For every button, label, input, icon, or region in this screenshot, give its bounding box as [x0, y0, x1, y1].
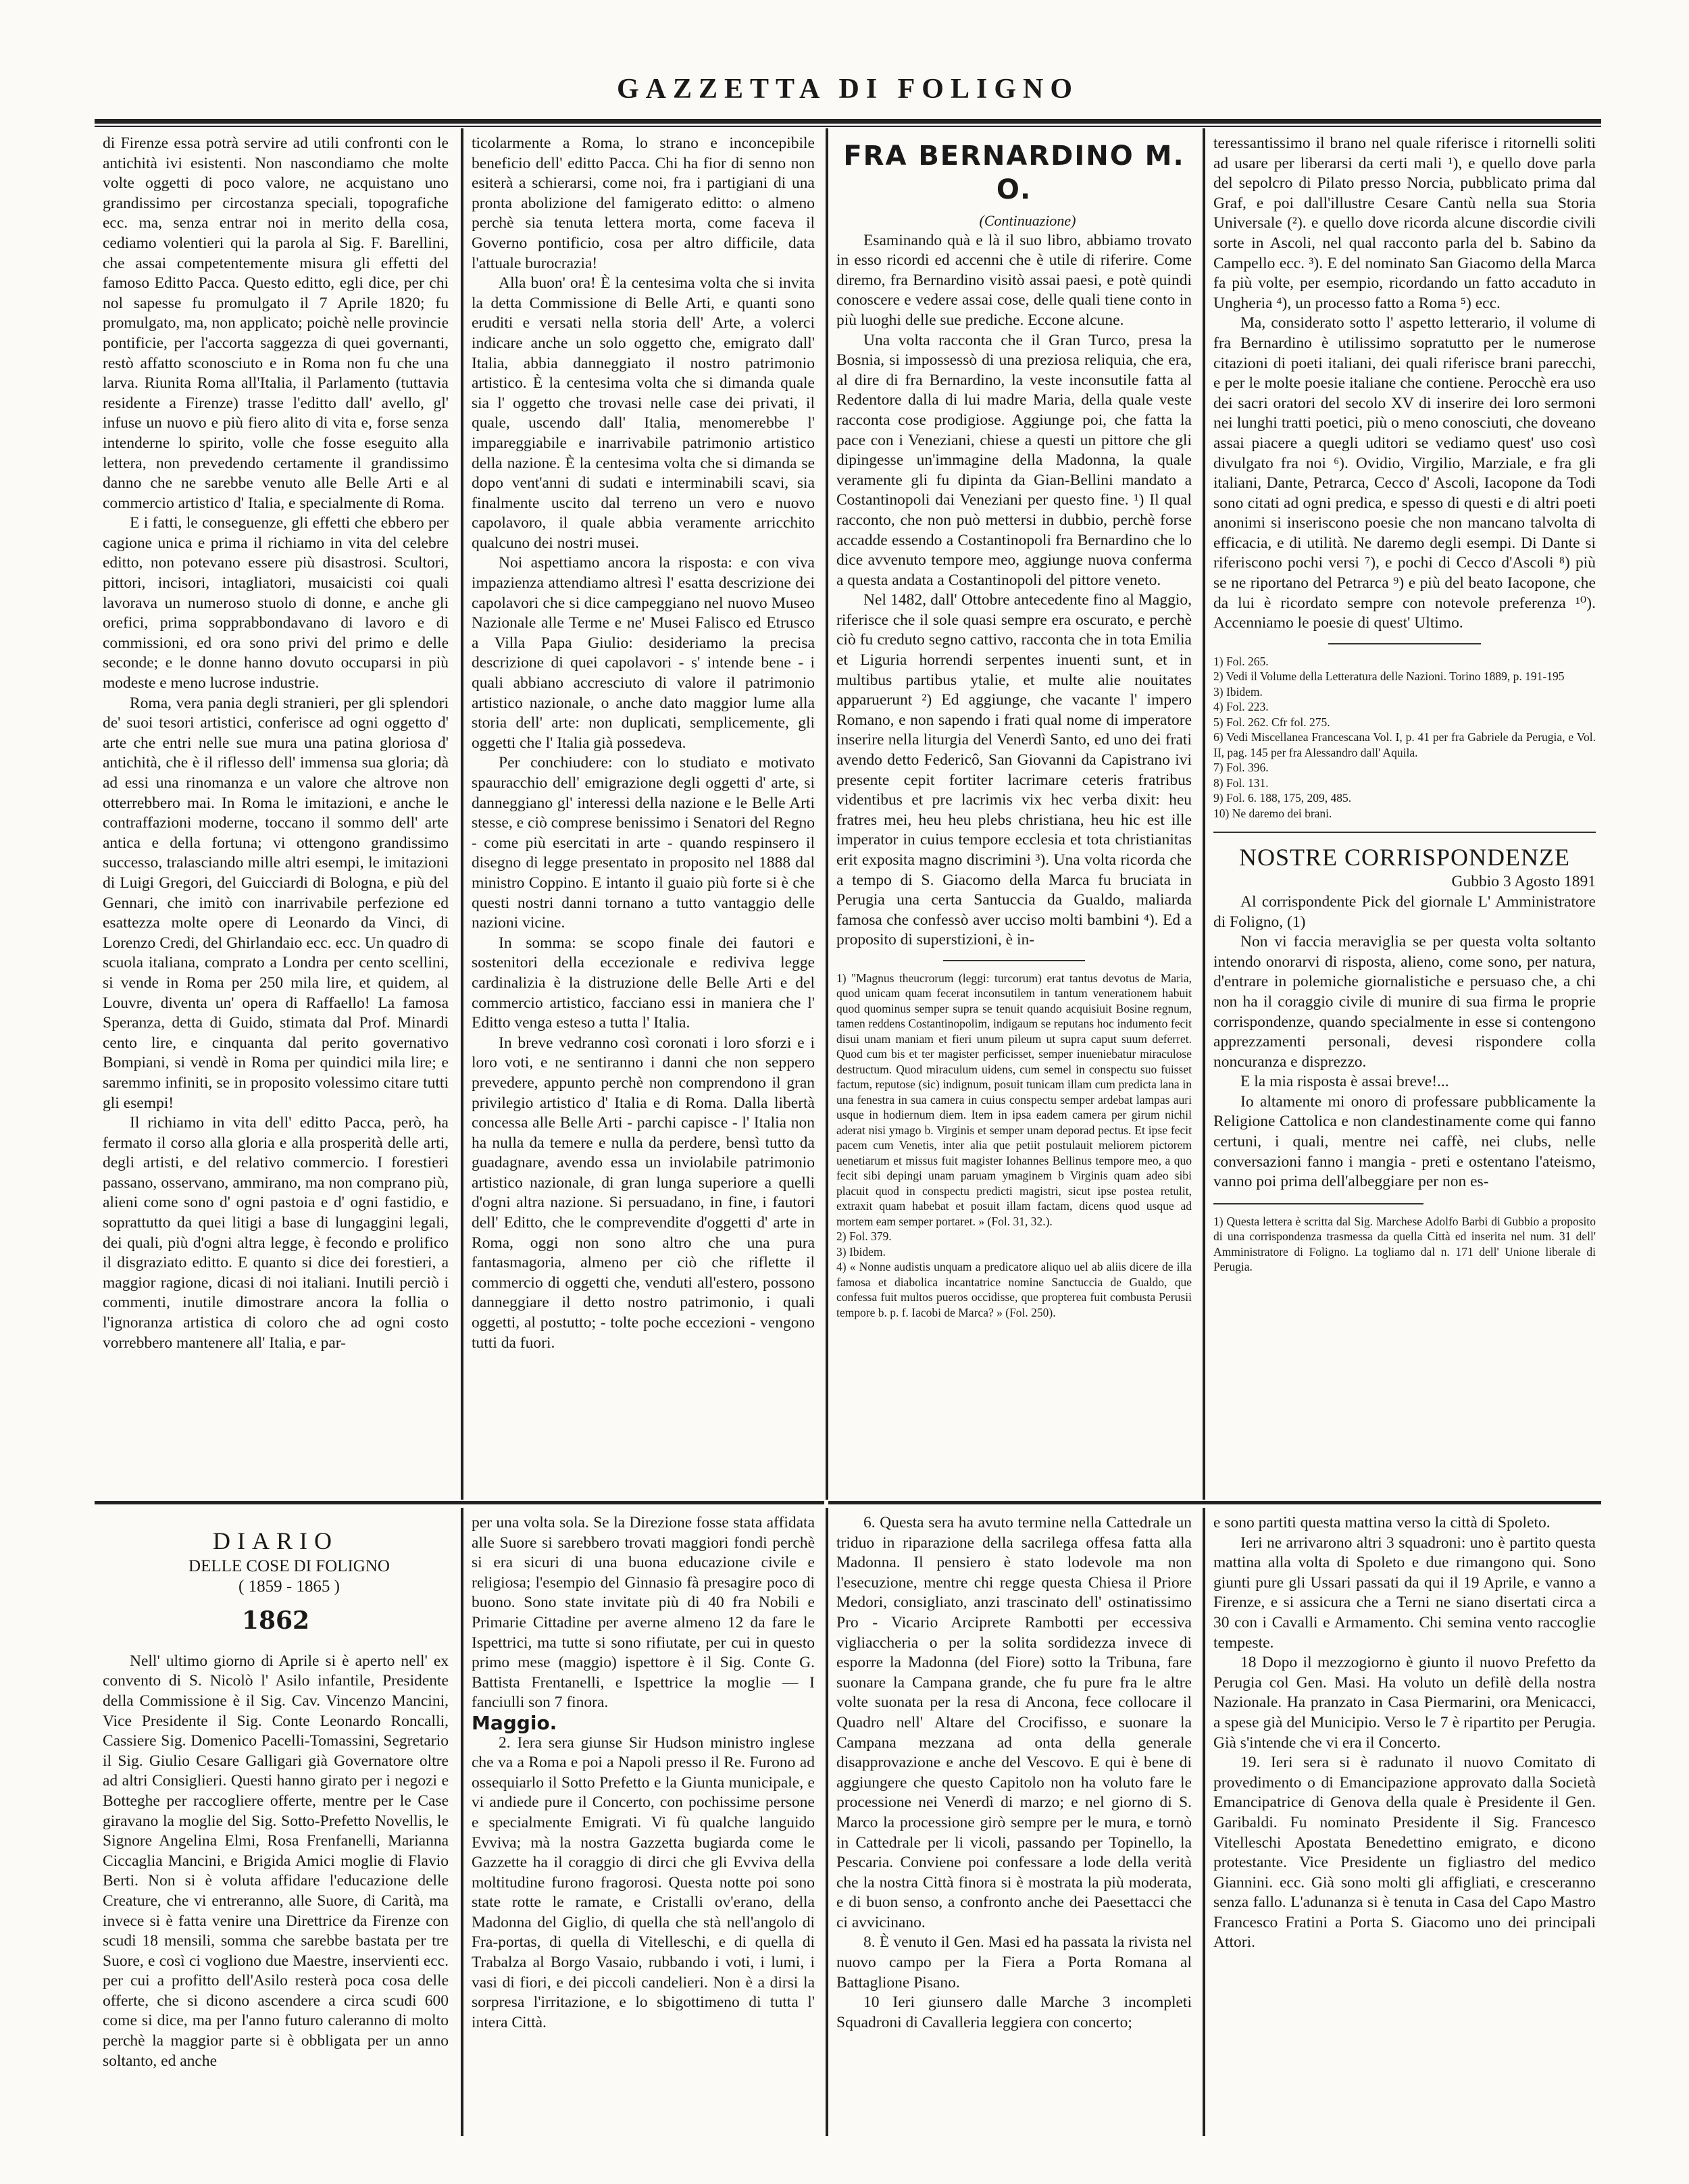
paragraph: Nell' ultimo giorno di Aprile si è aperto nell' ex convento di S. Nicolò l' Asilo infantile, Presidente della Commissione è il Sig. Cav. Vincenzo Mancini, Vice Presidente il Sig. Conte Leonardo Roncalli, Cassiere Sig. Domenico Pacelli-Tomassini, Segretario il Sig. Giulio Cesare Galligari già Governatore oltre ad altri Consiglieri. Questi hanno girato per i negozi e Botteghe per raccogliere offerte, mentre per le Case giravano la moglie del Sig. Sotto-Prefetto Novellis, le Signore Angelina Elmi, Rosa Frenfanelli, Marianna Ciccaglia Mancini, e Brigida Amici moglie di Flavio Berti. Non si è voluta affidare l'educazione delle Creature, che vi entreranno, alle Suore, di Carità, ma invece si è fatta venire una Direttrice da Firenze con scudi 18 mensili, somma che sarebbe bastata per tre Suore, e così ci vogliono due Maestre, inservienti ecc. per cui a profitto dell'Asilo resterà poca cosa delle offerte, che si dicono ascendere a circa scudi 600 come si dice, ma per l'anno futuro caleranno di molto perchè la maggior parte si è obbligata per un anno soltanto, ed anche: [103, 1652, 449, 2070]
footnote: 1) "Magnus theucrorum (leggi: turcorum) erat tantus devotus de Maria, quod unicam quam fecerat inconsutilem in tantum venerationem habuit quod quominus semper supra se tenuit quando acquisiuit Bosine regnum, tamen reddens Costantinopolim, indigaum se reputans hoc indumento fecit disui unam maniam et fieri unum pileum ut supra caput suum deferret. Quod cum bis et ter magister perficisset, semper inueniebatur miraculose destructum. Quod miraculum uidens, cum semel in conspectu suo fuisset factum, reputose (sic) indignum, posuit tunicam illam cum predicta lana in una fenestra in sua camera in cuius conspectu semper ardebat lampas auri usque in hodiernum diem. Item in ipsa eadem camera per girum nichil aderat nisi ymago b. Virginis et semper unam deporad pectus. Et ipse fecit pacem cum Venetis, inter alia que petiit postulauit meliorem pictorem uenetiarum et missus fuit magister Iohannes Bellinus tempore meo, a quo fecit sibi depingi unam paruam ymaginem b Virginis quam adeo sibi placuit quod in conspectu predicti magistri, sicut ipse postea retulit, extraxit quam habebat et posuit illam factam, dicens quod usque ad mortem eam semper portaret. » (Fol. 31, 32.).: [836, 971, 1192, 1228]
column-divider: [826, 1508, 828, 2136]
column-divider: [1203, 128, 1205, 1500]
footnote: 9) Fol. 6. 188, 175, 209, 485.: [1213, 791, 1352, 805]
footnote: 4) Fol. 223.: [1213, 700, 1269, 714]
masthead-rule-thin: [95, 126, 1601, 127]
paragraph: Una volta racconta che il Gran Turco, presa la Bosnia, si impossessò di una preziosa reliquia, che era, al dire di fra Bernardino, la veste inconsutile fatta al Redentore dalla di lui madre Maria, della quale veste racconta cose prodigiose. Aggiunge poi, che fatta la pace con i Veneziani, chiese a questi un pittore che gli dipingesse un'immagine della Madonna, la quale veramente gli fu dipinta da Gian-Bellini mandato a Costantinopoli dai Veneziani per questo fine. ¹) Il qual racconto, che non può mettersi in dubbio, perchè forse accadde essendo a Costantinopoli fra Bernardino che lo dice avvenuto tempore meo, aggiunge nuova conferma a questa andata a Costantinopoli del pittore veneto.: [836, 331, 1192, 589]
section-divider: [95, 1501, 824, 1504]
paragraph: Noi aspettiamo ancora la risposta: e con viva impazienza attendiamo altresì l' esatta descrizione dei capolavori che si dice campeggiano nel nuovo Museo Nazionale alle Terme e ne' Musei Falisco ed Etrusco a Villa Papa Giulio: desideriamo la precisa descrizione di quei capolavori - s' intende bene - i quali abbiano accresciuto di valore il patrimonio artistico nazionale, o anche dato maggior lume alla storia dell' arte: non duplicati, semplicemente, gli oggetti che l' Italia già possedeva.: [472, 554, 815, 752]
paragraph: Al corrispondente Pick del giornale L' Amministratore di Foligno, (1): [1213, 892, 1596, 931]
notes-separator: [943, 960, 1085, 961]
article-subtitle: (Continuazione): [979, 212, 1076, 229]
paragraph: 2. Iera sera giunse Sir Hudson ministro inglese che va a Roma e poi a Napoli presso il Re. Furono ad ossequiarlo il Sotto Prefetto e la Giunta municipale, e vi andiede pure il Concerto, con pochissime persone e specialmente Emigrati. Vi fù qualche languido Evviva; mà la nostra Gazzetta bugiarda come le Gazzette ha il coraggio di dirci che gli Evviva della moltitudine furono fragorosi. Questa notte poi sono state rotte le ramate, e Cristalli ov'erano, della Madonna del Giglio, di quella che stà nell'angolo di Fra-portas, di quella di Vitelleschi, e di quella di Trabalza al Borgo Vasaio, rubbando i voti, i lumi, i vasi di fiori, e dei piccoli candelieri. Non è a dirsi la sorpresa l'irritazione, e lo sbigottimeno di tutta l' intera Città.: [472, 1733, 815, 2031]
article-title: FRA BERNARDINO M. O.: [843, 141, 1185, 205]
paragraph: 18 Dopo il mezzogiorno è giunto il nuovo Prefetto da Perugia col Gen. Masi. Ha voluto un defilè della nostra Nazionale. Ha pranzato in Casa Piermarini, ora Menicacci, a spese già del Municipio. Verso le 7 è ripartito per Perugia. Già s'intende che vi era il Concerto.: [1213, 1654, 1596, 1752]
diario-years: ( 1859 - 1865 ): [238, 1577, 340, 1596]
paragraph: per una volta sola. Se la Direzione fosse stata affidata alle Suore si sarebbero trovati maggiori fondi perchè si era sicuri di una buona educazione civile e religiosa; l'esempio del Ginnasio fà presagire poco di buono. Sono state invitate più di 40 fra Nobili e Primarie Cittadine per averne almeno 12 da fare le Ispettrici, ma tutte si sono rifiutate, per cui in questo primo mese (maggio) ispettore è il Sig. Conte G. Battista Frentanelli, e Ispettrice la moglie — I fanciulli son 7 finora.: [472, 1514, 815, 1712]
footnote: 7) Fol. 396.: [1213, 761, 1269, 775]
diario-subheading: DELLE COSE DI FOLIGNO: [188, 1557, 390, 1575]
footnote: 2) Vedi il Volume della Letteratura delle Nazioni. Torino 1889, p. 191-195: [1213, 669, 1565, 684]
section-divider: [828, 1501, 1601, 1504]
paragraph: E i fatti, le conseguenze, gli effetti che ebbero per cagione unica e prima il richiamo in vita del celebre editto, non potevano essere più disastrosi. Scultori, pittori, incisori, intagliatori, musaicisti coi quali lavorava un numeroso stuolo di donne, e anche gli orefici, prima sopprabbondavano di lavoro e di commissioni, ed ora sono privi del primo e delle seconde; e le donne hanno dovuto occuparsi in più modeste e meno lucrose industrie.: [103, 514, 449, 692]
paragraph: Alla buon' ora! È la centesima volta che si invita la detta Commissione di Belle Arti, e quanti sono eruditi e versati nella storia dell' Arte, a volerci indicare anche un solo oggetto che, emigrato dall' Italia, abbia danneggiato il nostro patrimonio artistico. È la centesima volta che si dimanda quale sia l' oggetto che trovasi nelle case dei privati, il quale, uscendo dall' Italia, menomerebbe l' impareggiabile e inarrivabile patrimonio artistico della nazione. È la centesima volta che si dimanda se dopo vent'anni di sudati e interminabili scavi, sia finalmente uscito dal terreno un vero e nuovo capolavoro, il quale abbia veramente arricchito qualcuno dei nostri musei.: [472, 274, 815, 552]
paragraph: Per conchiudere: con lo studiato e motivato spauracchio dell' emigrazione degli oggetti d' arte, si danneggiano gl' interessi della nazione e le Belle Arti stesse, e ciò comprese benissimo i Senatori del Regno - come più esercitati in arte - quando respinsero il disegno di legge presentato in proposito nel 1888 dal ministro Coppino. E intanto il guaio più forte si è che questi nostri danni tornano a tutto vantaggio delle nazioni vicine.: [472, 754, 815, 932]
paragraph: 8. È venuto il Gen. Masi ed ha passata la rivista nel nuovo campo per la Fiera a Porta Romana al Battaglione Pisano.: [836, 1933, 1192, 1991]
footnote: 6) Vedi Miscellanea Francescana Vol. I, p. 41 per fra Gabriele da Perugia, e Vol. II, pag. 145 per fra Alessandro dall' Aquila.: [1213, 730, 1596, 759]
diario-col3: [836, 1513, 1192, 2135]
paragraph: 19. Ieri sera si è radunato il nuovo Comitato di provedimento o di Emancipazione approvato dalla Società Emancipatrice di Genova della quale è Presidente il Gen. Garibaldi. Fu nominato Presidente il Sig. Francesco Vitelleschi Apostata Benedettino emigrato, e dicono protestante. Vice Presidente un figliastro del medico Giannini. ecc. Già sono molti gli affigliati, e cresceranno senza fallo. L'adunanza si è tenuta in Casa del Capo Mastro Francesco Fratini a Porta S. Giacomo uno dei principali Attori.: [1213, 1754, 1596, 1952]
article-fra-bernardino-col4: [1213, 134, 1596, 1495]
section-title-corrispondenze: NOSTRE CORRISPONDENZE: [1238, 844, 1571, 871]
column-divider: [461, 1508, 463, 2136]
footnotes: [1213, 654, 1596, 821]
column-divider: [826, 128, 828, 1500]
diario-col2: [472, 1513, 815, 2135]
footnote: 3) Ibidem.: [836, 1244, 886, 1259]
footnotes: [836, 971, 1192, 1321]
paragraph: di Firenze essa potrà servire ad utili confronti con le antichità ivi esistenti. Non nascondiamo che molte volte oggetti di poco valore, ne acquistano uno grandissimo per circostanza speciali, topografiche ecc. ma, senza entrar noi in merito della cosa, cediamo volentieri qui la parola al Sig. F. Barellini, che assai competentemente misura gli effetti del famoso Editto Pacca. Questo editto, egli dice, per chi nol sapesse fu promulgato il 7 Aprile 1820; fu promulgato, ma, non applicato; poichè nelle provincie pontificie, per l'accorta saggezza di quei governanti, restò affatto sconosciuto e in Roma non fu che una larva. Riunita Roma all'Italia, il Parlamento (tuttavia residente a Firenze) trasse l'editto dall' avello, gl' infuse un nuovo e più fiero alito di vita e, forse senza intenderne lo spirito, volle che fosse eseguito alla lettera, non prevedendo certamente il grandissimo danno che ne sarebbe venuto alle Belle Arti e al commercio artistico d' Italia, e specialmente di Roma.: [103, 134, 449, 512]
footnote: 2) Fol. 379.: [836, 1229, 892, 1244]
paragraph: E la mia risposta è assai breve!...: [1240, 1073, 1449, 1091]
footnote: 5) Fol. 262. Cfr fol. 275.: [1213, 715, 1330, 729]
paragraph: 6. Questa sera ha avuto termine nella Cattedrale un triduo in riparazione della sacrilega offesa fatta alla Madonna. Il pensiero è stato lodevole ma non l'esecuzione, mentre chi regge questa Chiesa il Priore Medori, consigliato, anzi trascinato dell' ostinatissimo Pro - Vicario Arciprete Rambotti per eccessiva vigliaccheria o per la solita sordidezza invece di esporre la Madonna (del Fiore) sotto la Tribuna, fare suonare la Campana grande, che fu pure fra le altre volte suonata per la resa di Ancona, fece collocare il Quadro nell' Altare del Crocifisso, e suonare la Campana mezzana ad onta della generale disapprovazione e anche del Vescovo. E qui è bene di aggiungere che questo Capitolo non ha voluto fare le processione nei Venerdì di marzo; e nel giorno di S. Marco la processione girò sempre per le mura, e tornò in Cattedrale per li vicoli, passando per Topinello, la Pescaria. Conviene poi confessare a lode della verità che la nostra Città finora si è mostrata la più moderata, e di buon senso, a confronto anche dei Paesettacci che ci avvicinano.: [836, 1514, 1192, 1931]
section-separator: [1213, 832, 1596, 833]
notes-separator: [1328, 643, 1481, 644]
month-heading: Maggio.: [472, 1711, 557, 1734]
paragraph: Il richiamo in vita dell' editto Pacca, però, ha fermato il corso alla gloria e alla prosperità delle arti, degli artisti, e del relativo commercio. I forestieri passano, osservano, ammirano, ma non comprano più, alieni come sono d' ogni pastoia e d' ogni fastidio, e soprattutto da quei litigi a base di lungaggini legali, dei quali, più d'ogni altra legge, è fecondo e prolifico il disgraziato editto. E quanto si dice dei forestieri, a maggior ragione, dicasi di noi italiani. Inutili perciò i commenti, inutile dimostrare ancora la follia o l'ignoranza artistica di coloro che ad ogni costo vorrebbero mantenere all' Italia, e par-: [103, 1114, 449, 1352]
article-fra-bernardino-col3: [836, 134, 1192, 1495]
footnote: 1) Fol. 265.: [1213, 654, 1269, 668]
article-editto-pacca-col1: [103, 134, 449, 1495]
paragraph: Roma, vera pania degli stranieri, per gli splendori de' suoi tesori artistici, conferisce ad ogni oggetto d' arte che entri nelle sue mura una patina gloriosa d' antichità, che è il riflesso dell' immensa sua gloria; dà ad essi una rinomanza e un valore che altrove non otterrebbero mai. In Roma le imitazioni, e anche le contraffazioni moderne, toccano il sommo dell' arte antica e della fortuna; vi ottengono grandissimo successo, tralasciando mille altri esempi, le imitazioni di Luigi Gregori, del Guicciardi di Bologna, e più del Gennari, che imitò con inarrivabile perfezione ed esattezza molte opere di Leonardo da Vinci, di Lorenzo Credi, del Ghirlandaio ecc. ecc. Un quadro di scuola italiana, comprato a Londra per cento scellini, si vende in Roma per 250 mila lire, et quidem, al Louvre, diventa un' opera di Raffaello! La famosa Speranza, detta di Guido, stimata dal Prof. Minardi cento lire, e cinquanta dal perito governativo Bompiani, si vendè in Roma per quindici mila lire; e saremmo infiniti, se in proposito volessimo citare tutti gli esempi!: [103, 694, 449, 1112]
paragraph: teressantissimo il brano nel quale riferisce i ritornelli soliti ad usare per liberarsi da certi mali ¹), e quello dove parla del sepolcro di Pilato presso Norcia, pubblicato prima dal Graf, e poi dall'illustre Cesare Cantù nella sua Storia Universale (²). e quello dove ricorda alcune discordie civili sorte in Ascoli, nel qual racconto parla del b. Sabino da Campello ecc. ³). E del nominato San Giacomo della Marca fa più volte, per esempio, ricordando un fatto accaduto in Ungheria ⁴), un processo fatto a Roma ⁵) ecc.: [1213, 134, 1596, 312]
footnote: 3) Ibidem.: [1213, 684, 1263, 699]
footnote: 8) Fol. 131.: [1213, 776, 1269, 790]
footnotes: [1213, 1214, 1596, 1275]
paragraph: In breve vedranno così coronati i loro sforzi e i loro voti, e ne sentiranno i danni che non seppero prevedere, appunto perchè non comprendono il gran privilegio artistico d' Italia e di Roma. Dalla libertà concessa alle Belle Arti - parchi capisce - l' Italia non ha nulla da temere e nulla da perdere, bensì tutto da guadagnare, avendo essa un inviolabile patrimonio artistico nazionale, di gran lunga superiore a quelli d'ogni altra nazione. Si persuadano, in fine, i fautori dell' Editto, che le comprevendite d'oggetti d' arte in Roma, oggi non sono altro che una pura fantasmagoria, almeno per ciò che riflette il commercio di oggetti che, venduti all'estero, possono danneggiare il detto nostro patrimonio, i quali oggetti, al postutto; - tolte poche eccezioni - vengono tutti da fuori.: [472, 1034, 815, 1352]
article-editto-pacca-col2: [472, 134, 815, 1495]
paragraph: e sono partiti questa mattina verso la città di Spoleto.: [1213, 1514, 1551, 1531]
paragraph: Esaminando quà e là il suo libro, abbiamo trovato in esso ricordi ed accenni che è utile di riferire. Come diremo, fra Bernardino visitò assai paesi, e potè quindi conoscere e vedere assai cose, delle quali tiene conto in più luoghi delle sue prediche. Eccone alcune.: [836, 231, 1192, 329]
paragraph: Non vi faccia meraviglia se per questa volta soltanto intendo onorarvi di risposta, alieno, come sono, per natura, d'entrare in polemiche giornalistiche e persuaso che, a chi non ha il coraggio civile di munire di sua firma le proprie corrispondenze, quando specialmente in esse si contengono apprezzamenti personali, devesi rispondere colla noncuranza e disprezzo.: [1213, 933, 1596, 1071]
column-divider: [1203, 1508, 1205, 2136]
paragraph: 10 Ieri giunsero dalle Marche 3 incompleti Squadroni di Cavalleria leggiera con concerto;: [836, 1993, 1192, 2031]
dateline: Gubbio 3 Agosto 1891: [1451, 873, 1596, 891]
diario-year: 1862: [241, 1606, 310, 1635]
paragraph: ticolarmente a Roma, lo strano e inconcepibile beneficio dell' editto Pacca. Chi ha fior di senno non esiterà a schierarsi, come noi, fra i partigiani di una pronta abolizione del famigerato editto: o almeno perchè sia tenuta lettera morta, come faceva il Governo pontificio, cosa per altro difficile, data l'attuale burocrazia!: [472, 134, 815, 272]
notes-separator: [1213, 1203, 1423, 1204]
footnote: 4) « Nonne audistis unquam a predicatore aliquo uel ab aliis dicere de illa famosa et diabolica incantatrice nomine Sanctuccia de Gualdo, que confessa fuit multos pueros occidisse, que propterea fuit combusta Perusii tempore b. p. f. Iacobi de Marca? » (Fol. 250).: [836, 1260, 1192, 1319]
diario-col1: [103, 1513, 449, 2135]
diario-heading: DIARIO: [213, 1527, 338, 1554]
column-divider: [461, 128, 463, 1500]
paragraph: Io altamente mi onoro di professare pubblicamente la Religione Cattolica e non clandestinamente come qui fanno certuni, i quali, mentre nei caffè, nei clubs, nelle conversazioni fanno i mangia - preti e ostentano l'ateismo, vanno poi prima dell'albeggiare per non es-: [1213, 1092, 1596, 1191]
paragraph: Ma, considerato sotto l' aspetto letterario, il volume di fra Bernardino è utilissimo sopratutto per le numerose citazioni di poeti italiani, dei quali riferisce brani parecchi, e per le molte poesie italiane che contiene. Perocchè era uso dei sacri oratori del secolo XV di inserire dei loro sermoni nei lunghi tratti poetici, più o meno conosciuti, che doveano assai piacere a quegli uditori se vediamo quest' uso così divulgato fra noi ⁶). Ovidio, Virgilio, Marziale, e fra gli italiani, Dante, Petrarca, Cecco d' Ascoli, Iacopone da Todi sono citati ad ogni predica, e spesso di questi e di altri poeti anonimi si inseriscono poesie che non mancano talvolta di efficacia, e di utilità. Ne daremo degli esempi. Di Dante si riferiscono pochi versi ⁷), e pochi di Cecco d'Ascoli ⁸) più se ne riportano del Petrarca ⁹) e più del beato Iacopone, che da lui è ricordato sempre con notevole preferenza ¹⁰). Accenniamo le poesie di quest' Ultimo.: [1213, 314, 1596, 632]
footnote: 10) Ne daremo dei brani.: [1213, 806, 1332, 820]
footnote: 1) Questa lettera è scritta dal Sig. Marchese Adolfo Barbi di Gubbio a proposito di una corrispondenza trasmessa da quella Città ed inserita nel num. 31 dell' Amministratore di Foligno. La togliamo dal n. 171 dell' Unione liberale di Perugia.: [1213, 1214, 1596, 1274]
paragraph: Nel 1482, dall' Ottobre antecedente fino al Maggio, riferisce che il sole quasi sempre era oscurato, e perchè ciò fu creduto segno cattivo, racconta che in tota Emilia et Liguria horrendi serpentes inuenti sunt, et in multibus partibus ytalie, et multe alie nouitates apparuerunt ²) Ed aggiunge, che vacante l' impero Romano, e non sapendo i frati qual nome di imperatore inserire nella liturgia del Venerdì Santo, ed uno dei frati avendo detto Federicô, San Giovanni da Capistrano ivi presente cepit fortiter lacrimare ceteris fratribus videntibus et pre lacrimis vix hec verba dixit: heu fratres mei, heu heu plebs christiana, heu hic est ille imperator in cuius tempore ecclesia et tota christianitas erit exposita magno discrimini ³). Una volta ricorda che a tempo di S. Giacomo della Marca fu bruciata in Perugia una certa Santuccia da Gualdo, maliarda famosa che confessò aver ucciso molti bambini ⁴). Ed a proposito di superstizioni, è in-: [836, 591, 1192, 949]
masthead-title: GAZZETTA DI FOLIGNO: [617, 74, 1079, 105]
paragraph: Ieri ne arrivarono altri 3 squadroni: uno è partito questa mattina alla volta di Spoleto e due rimangono qui. Sono giunti pure gli Ussari passati da qui il 19 Aprile, e vanno a Firenze, e si assicura che a Terni ne siano disertati circa a 30 con i Cavalli e Armamento. Chi semina vento raccoglie tempeste.: [1213, 1533, 1596, 1652]
paragraph: In somma: se scopo finale dei fautori e sostenitori della eccezionale e rediviva legge cardinalizia è la distruzione delle Belle Arti e del commercio artistico, facciano essi in maniera che l' Editto venga esteso a tutta l' Italia.: [472, 934, 815, 1032]
diario-col4: [1213, 1513, 1596, 2135]
masthead-rule: [95, 119, 1601, 124]
